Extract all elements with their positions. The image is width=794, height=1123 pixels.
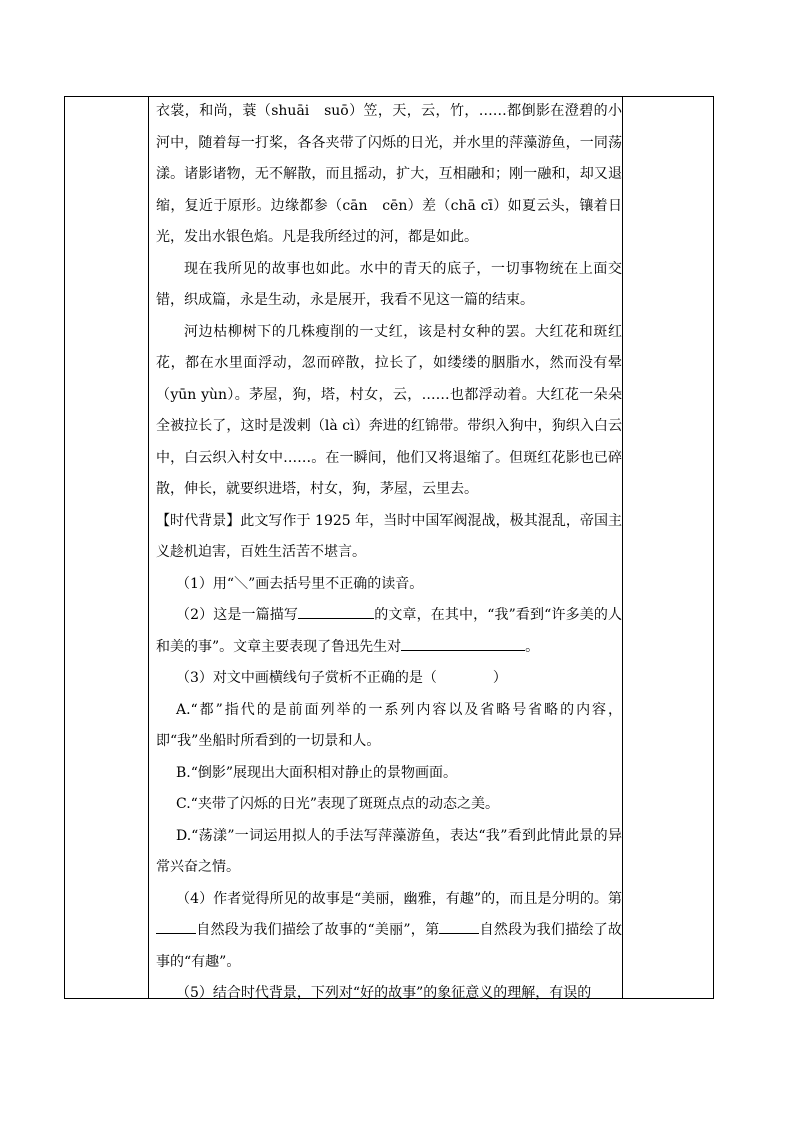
question-2-text-c: 。 (525, 638, 540, 655)
question-3-option-c: C.“夹带了闪烁的日光”表现了斑斑点点的动态之美。 (176, 796, 499, 812)
answer-blank[interactable] (156, 917, 196, 934)
background-text: 此文写作于 1925 年，当时中国军阀混战，极其混乱，帝国主义趁机迫害，百姓生活苦不堪言。 (156, 512, 623, 560)
answer-blank[interactable] (298, 602, 374, 619)
question-3-option-b: B.“倒影”展现出大面积相对静止的景物画面。 (176, 764, 458, 781)
question-4-text-c: 自然段为我们描绘了故事的“有趣”。 (156, 922, 622, 970)
question-4-text-b: 自然段为我们描绘了故事的“美丽”，第 (196, 922, 440, 938)
passage-paragraph-2: 现在我所见的故事也如此。水中的青天的底子，一切事物统在上面交错，织成篇，永是生动，永是展开，我看不见这一篇的结束。 (156, 260, 622, 308)
answer-blank[interactable] (401, 634, 525, 651)
background-note (156, 506, 622, 569)
question-2-text-a: （2）这是一篇描写 (176, 607, 299, 623)
question-3-option-d: D.“荡漾”一词运用拟人的手法写萍藻游鱼，表达“我”看到此情此景的异常兴奋之情。 (156, 827, 622, 875)
column-divider-left (148, 97, 149, 998)
question-2 (156, 600, 622, 663)
question-2-text-b: 的文章，在其中，“我”看到“许多美的人和美的事”。文章主要表现了鲁迅先生对 (156, 607, 622, 655)
question-4-text-a: （4）作者觉得所见的故事是“美丽，幽雅，有趣”的，而且是分明的。第 (176, 890, 622, 907)
passage-paragraph-3: 河边枯柳树下的几株瘦削的一丈红，该是村女种的罢。大红花和斑红花，都在水里面浮动，忽而碎散，拉长了，如缕缕的胭脂水，然而没有晕（yūn yùn）。茅屋，狗，塔，村女，云，……也都浮动着。大红花一朵朵全被拉长了，这时是泼剌（là cì）奔进的红锦带。带织入狗中，狗织入白云中，白云织入村女中……。在一瞬间，他们又将退缩了。但斑红花影也已碎散，伸长，就要织进塔，村女，狗，茅屋，云里去。 (156, 323, 622, 497)
question-1: （1）用“＼”画去括号里不正确的读音。 (176, 575, 424, 592)
question-3-option-a: A.“都”指代的是前面列举的一系列内容以及省略号省略的内容，即“我”坐船时所看到的一切景和人。 (156, 701, 622, 749)
background-label: 【时代背景】 (156, 512, 241, 529)
question-5-stem: （5）结合时代背景，下列对“好的故事”的象征意义的理解，有误的 (176, 985, 592, 1001)
passage-content (156, 96, 622, 1010)
answer-blank[interactable] (439, 917, 479, 934)
question-3-stem: （3）对文中画横线句子赏析不正确的是（ ） (176, 670, 507, 686)
passage-paragraph-1: 衣裳，和尚，蓑（shuāi suō）笠，天，云，竹，……都倒影在澄碧的小河中，随着每一打桨，各各夹带了闪烁的日光，并水里的萍藻游鱼，一同荡漾。诸影诸物，无不解散，而且摇动，扩大，互相融和；刚一融和，却又退缩，复近于原形。边缘都参（cān cēn）差（chā cī）如夏云头，镶着日光，发出水银色焰。凡是我所经过的河，都是如此。 (156, 103, 622, 245)
question-4 (156, 884, 622, 979)
column-divider-right (622, 97, 623, 998)
